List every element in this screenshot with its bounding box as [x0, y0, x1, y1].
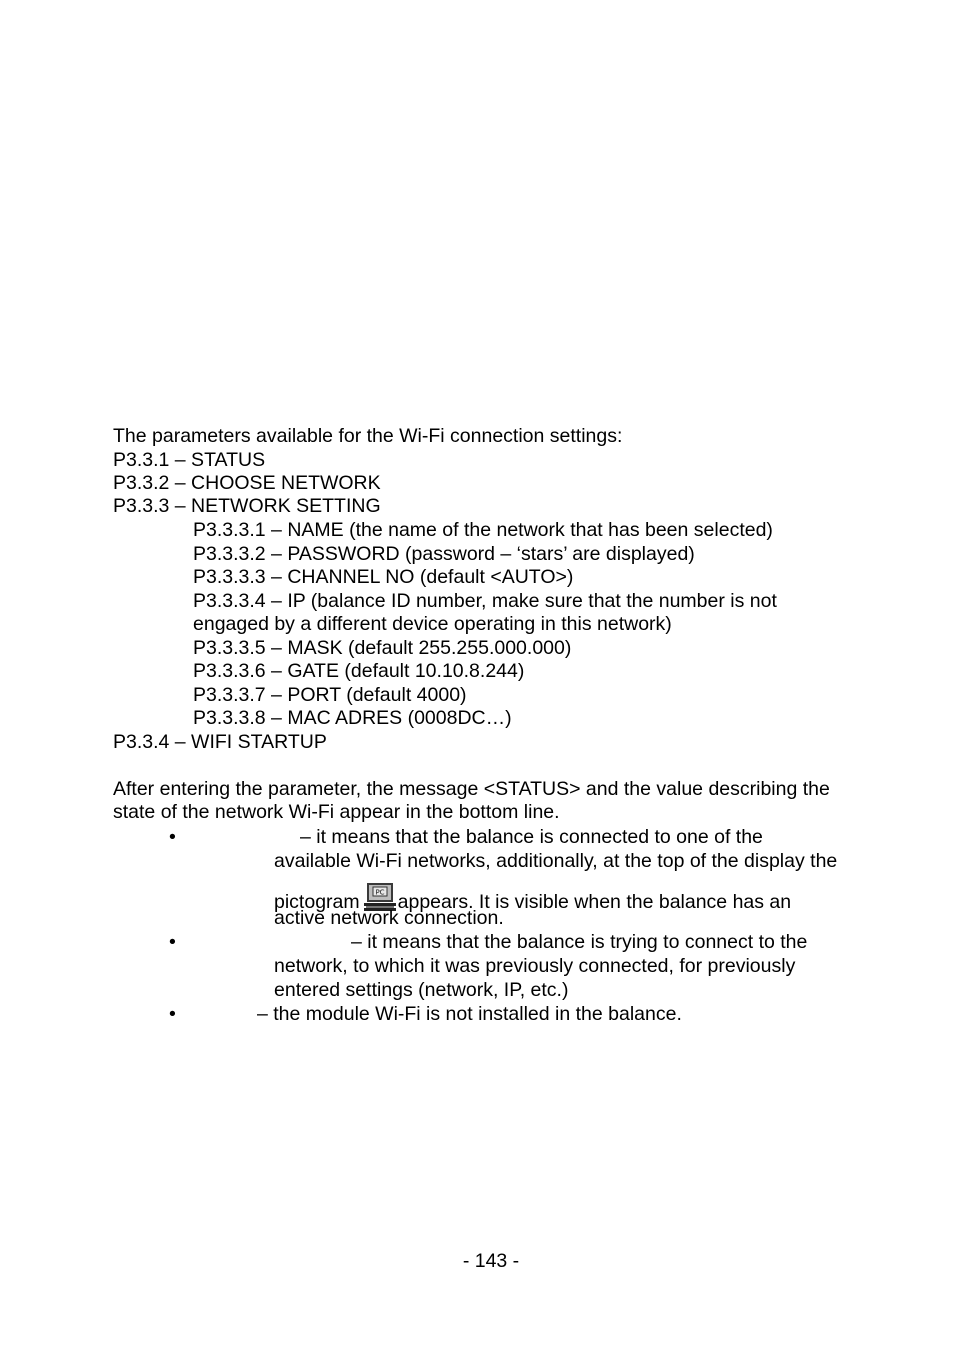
svg-text:PC: PC	[375, 888, 385, 897]
subparam-name: P3.3.3.1 – NAME (the name of the network that has been selected)	[193, 519, 773, 541]
status-intro-line-2: state of the network Wi-Fi appear in the bottom line.	[113, 801, 560, 823]
param-network-setting: P3.3.3 – NETWORK SETTING	[113, 495, 381, 517]
bullet-marker: •	[169, 1003, 176, 1025]
bullet-marker: •	[169, 826, 176, 848]
subparam-ip-continued: engaged by a different device operating in this network)	[193, 613, 672, 635]
bullet1-line-1: – it means that the balance is connected to one of the	[300, 826, 763, 848]
bullet1-line-2: available Wi-Fi networks, additionally, at the top of the display the	[274, 850, 838, 872]
bullet2-line-2: network, to which it was previously connected, for previously	[274, 955, 796, 977]
subparam-gate: P3.3.3.6 – GATE (default 10.10.8.244)	[193, 660, 525, 682]
pictogram-trailing-text: appears. It is visible when the balance has an	[397, 891, 792, 913]
bullet3-line-1: – the module Wi-Fi is not installed in the balance.	[257, 1003, 682, 1025]
param-status: P3.3.1 – STATUS	[113, 449, 266, 471]
subparam-mac: P3.3.3.8 – MAC ADRES (0008DC…)	[193, 707, 512, 729]
bullet-marker: •	[169, 931, 176, 953]
param-wifi-startup: P3.3.4 – WIFI STARTUP	[113, 731, 327, 753]
subparam-port: P3.3.3.7 – PORT (default 4000)	[193, 684, 467, 706]
param-choose-network: P3.3.2 – CHOOSE NETWORK	[113, 472, 381, 494]
status-intro-line-1: After entering the parameter, the message <STATUS> and the value describing the	[113, 778, 830, 800]
subparam-mask: P3.3.3.5 – MASK (default 255.255.000.000)	[193, 637, 572, 659]
intro-text: The parameters available for the Wi-Fi connection settings:	[113, 425, 623, 447]
subparam-ip: P3.3.3.4 – IP (balance ID number, make sure that the number is not	[193, 590, 777, 612]
pictogram-label: pictogram	[274, 891, 360, 913]
page-number: - 143 -	[462, 1250, 520, 1272]
bullet1-line-4: active network connection.	[274, 907, 504, 929]
bullet2-line-1: – it means that the balance is trying to connect to the	[351, 931, 808, 953]
subparam-password: P3.3.3.2 – PASSWORD (password – ‘stars’ are displayed)	[193, 543, 695, 565]
subparam-channel: P3.3.3.3 – CHANNEL NO (default <AUTO>)	[193, 566, 574, 588]
bullet2-line-3: entered settings (network, IP, etc.)	[274, 979, 569, 1001]
